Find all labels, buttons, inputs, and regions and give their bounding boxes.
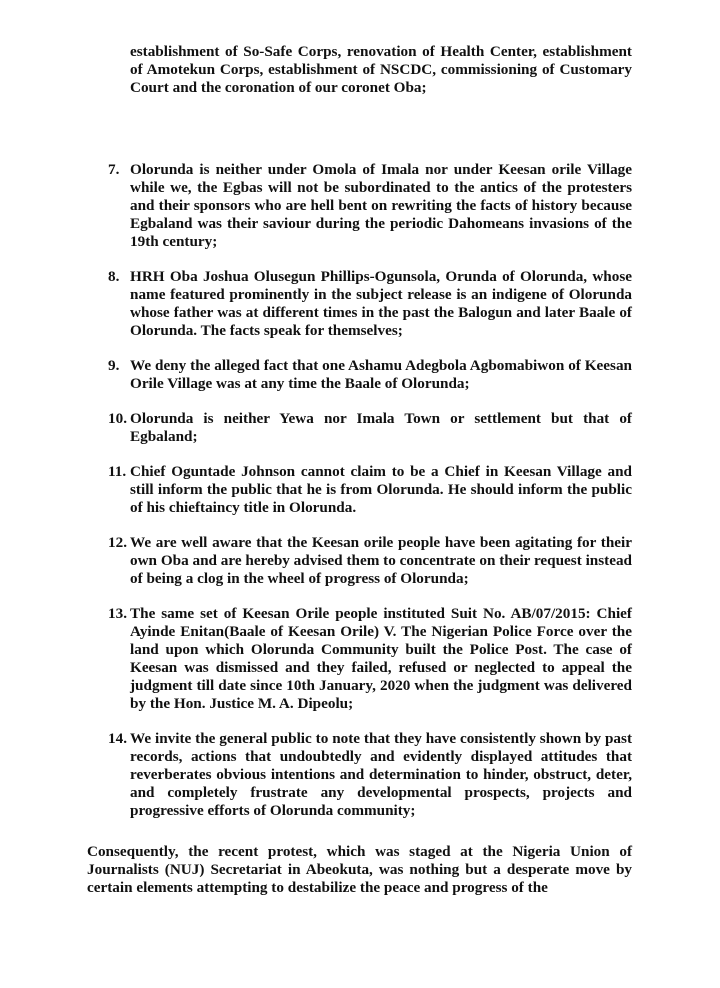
list-item — [108, 463, 632, 517]
list-item-text: We are well aware that the Keesan orile people have been agitating for their own Oba and are hereby advised them to concentrate on their request instead of being a clog in the wheel of progress of Olorunda; — [130, 534, 632, 587]
list-item-text: The same set of Keesan Orile people instituted Suit No. AB/07/2015: Chief Ayinde Enitan(Baale of Keesan Orile) V. The Nigerian Police Force over the land upon which Olorunda Community built the Police Post. The case of Keesan was dismissed and they failed, refused or neglected to appeal the judgment till date since 10th January, 2020 when the judgment was delivered by the Hon. Justice M. A. Dipeolu; — [130, 605, 632, 712]
list-item-number: 8. — [108, 268, 120, 285]
list-item-number: 12. — [108, 534, 127, 551]
list-item — [108, 161, 632, 251]
list-item-number: 7. — [108, 161, 120, 178]
list-item-number: 11. — [108, 463, 127, 480]
list-item-text: HRH Oba Joshua Olusegun Phillips-Ogunsola, Orunda of Olorunda, whose name featured prominently in the subject release is an indigene of Olorunda whose father was at different times in the past the Balogun and later Baale of Olorunda. The facts speak for themselves; — [130, 268, 632, 339]
list-item-number: 14. — [108, 730, 127, 747]
list-item — [108, 268, 632, 340]
list-item-text: Chief Oguntade Johnson cannot claim to be a Chief in Keesan Village and still inform the public that he is from Olorunda. He should inform the public of his chieftaincy title in Olorunda. — [130, 463, 632, 516]
continued-list-text: establishment of So-Safe Corps, renovation of Health Center, establishment of Amotekun Corps, establishment of NSCDC, commissioning of Customary Court and the coronation of our coronet Oba; — [130, 43, 632, 96]
list-item — [108, 730, 632, 820]
list-item-text: We deny the alleged fact that one Ashamu Adegbola Agbomabiwon of Keesan Orile Village was at any time the Baale of Olorunda; — [130, 357, 632, 392]
list-item-text: Olorunda is neither under Omola of Imala nor under Keesan orile Village while we, the Egbas will not be subordinated to the antics of the protesters and their sponsors who are hell bent on rewriting the facts of history because Egbaland was their saviour during the periodic Dahomeans invasions of the 19th century; — [130, 161, 632, 250]
closing-paragraph: Consequently, the recent protest, which was staged at the Nigeria Union of Journalists (NUJ) Secretariat in Abeokuta, was nothing but a desperate move by certain elements attempting to destabilize the peace and progress of the — [87, 843, 632, 896]
list-item-number: 13. — [108, 605, 127, 622]
list-item — [108, 410, 632, 446]
list-item-number: 10. — [108, 410, 127, 427]
numbered-list — [108, 161, 632, 837]
list-item-text: Olorunda is neither Yewa nor Imala Town or settlement but that of Egbaland; — [130, 410, 632, 445]
list-item — [108, 534, 632, 588]
list-item — [108, 605, 632, 713]
list-item — [108, 357, 632, 393]
list-item-text: We invite the general public to note that they have consistently shown by past records, actions that undoubtedly and evidently displayed attitudes that reverberates obvious intentions and determination to hinder, obstruct, deter, and completely frustrate any developmental prospects, projects and progressive efforts of Olorunda community; — [130, 730, 632, 819]
list-item-number: 9. — [108, 357, 120, 374]
